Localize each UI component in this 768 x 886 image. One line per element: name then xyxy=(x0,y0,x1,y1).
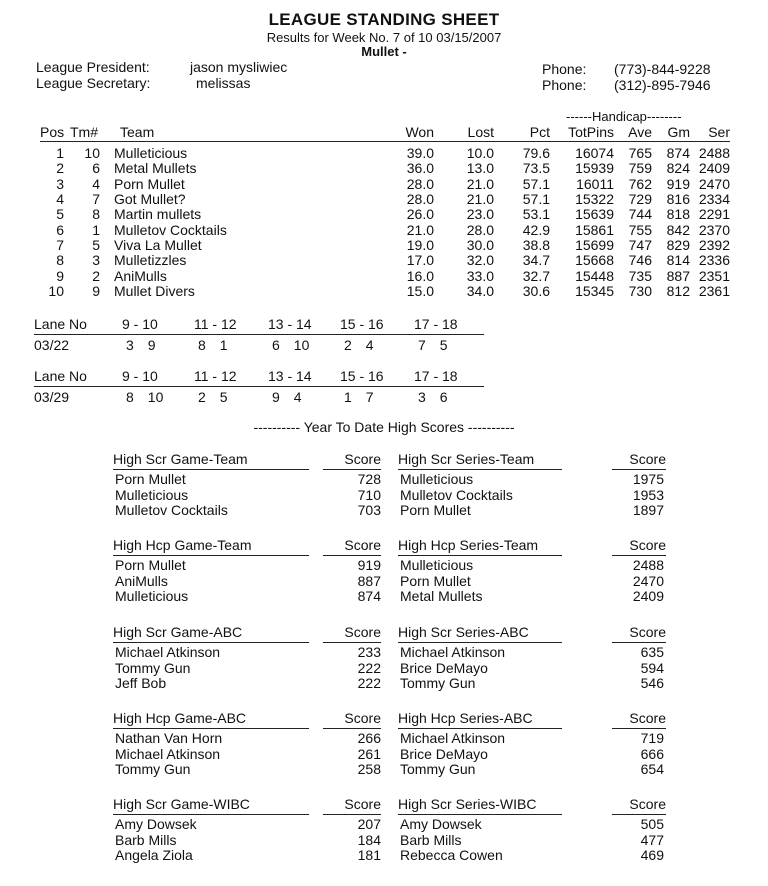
cell-gm: 842 xyxy=(666,221,690,238)
lane-label: Lane No xyxy=(34,314,118,335)
cell-ser: 2488 xyxy=(698,145,730,162)
cell-lost: 30.0 xyxy=(466,236,494,253)
category-title: High Hcp Series-Team xyxy=(398,537,562,556)
cell-tm: 3 xyxy=(92,252,100,269)
bowler-name: Metal Mullets xyxy=(400,588,483,604)
lane-pair: 13 - 14 xyxy=(264,314,336,335)
score-header: Score xyxy=(612,624,666,643)
matchup-team-b: 10 xyxy=(293,337,310,353)
cell-won: 26.0 xyxy=(406,206,434,223)
president-name: jason mysliwiec xyxy=(190,59,288,75)
high-score-right-block xyxy=(398,796,666,866)
cell-ser: 2351 xyxy=(698,267,730,284)
secretary-phone-label: Phone: xyxy=(542,77,587,93)
lane-pair: 15 - 16 xyxy=(336,366,410,387)
cell-team: Mulleticious xyxy=(114,145,188,162)
category-title: High Scr Series-ABC xyxy=(398,624,562,643)
cell-won: 16.0 xyxy=(406,267,434,284)
cell-team: Got Mullet? xyxy=(114,191,186,208)
secretary-phone: (312)-895-7946 xyxy=(614,77,711,93)
standings-row xyxy=(40,253,730,268)
cell-totpins: 15668 xyxy=(575,252,614,269)
cell-lost: 13.0 xyxy=(466,160,494,177)
cell-team: Metal Mullets xyxy=(114,160,197,177)
cell-pct: 38.8 xyxy=(522,236,550,253)
high-score-left-block xyxy=(113,710,383,780)
bowler-name: Amy Dowsek xyxy=(115,816,197,832)
high-score-right-block xyxy=(398,624,666,694)
cell-tm: 2 xyxy=(92,267,100,284)
lane-pair: 9 - 10 xyxy=(118,314,190,335)
lane-matchup xyxy=(410,335,484,356)
cell-gm: 812 xyxy=(666,282,690,299)
cell-pct: 53.1 xyxy=(522,206,550,223)
score-value: 1975 xyxy=(632,471,664,487)
column-header-gm: Gm xyxy=(652,123,690,142)
cell-ave: 729 xyxy=(628,191,652,208)
lane-header-row xyxy=(34,366,484,387)
league-name: Mullet - xyxy=(361,44,407,59)
lane-pair: 15 - 16 xyxy=(336,314,410,335)
cell-tm: 1 xyxy=(92,221,100,238)
column-header-lost: Lost xyxy=(434,123,494,142)
cell-gm: 874 xyxy=(666,145,690,162)
cell-totpins: 15448 xyxy=(575,267,614,284)
bowler-name: Porn Mullet xyxy=(115,471,186,487)
cell-gm: 824 xyxy=(666,160,690,177)
score-header: Score xyxy=(323,796,381,815)
score-value: 874 xyxy=(357,588,381,604)
lane-matchup xyxy=(190,335,264,356)
standings-row xyxy=(40,207,730,222)
lane-pair: 17 - 18 xyxy=(410,314,484,335)
matchup-team-a: 2 xyxy=(344,337,352,353)
score-value: 654 xyxy=(640,761,664,777)
category-title: High Hcp Series-ABC xyxy=(398,710,562,729)
score-value: 2409 xyxy=(632,588,664,604)
lane-pair: 11 - 12 xyxy=(190,366,264,387)
score-value: 258 xyxy=(357,761,381,777)
standings-header-row xyxy=(40,123,730,142)
column-header-team: Team xyxy=(106,123,378,142)
bowler-name: Mulleticious xyxy=(115,588,189,604)
matchup-team-a: 8 xyxy=(126,389,134,405)
category-title: High Scr Series-Team xyxy=(398,451,562,470)
bowler-name: Rebecca Cowen xyxy=(400,847,503,863)
cell-team: Martin mullets xyxy=(114,206,202,223)
matchup-team-b: 7 xyxy=(365,389,374,405)
matchup-team-b: 4 xyxy=(365,337,374,353)
cell-totpins: 15639 xyxy=(575,206,614,223)
cell-gm: 887 xyxy=(666,267,690,284)
president-phone-label: Phone: xyxy=(542,61,587,77)
cell-pct: 79.6 xyxy=(522,145,550,162)
cell-ser: 2291 xyxy=(698,206,730,223)
cell-ave: 730 xyxy=(628,282,652,299)
cell-pct: 32.7 xyxy=(522,267,550,284)
bowler-name: Michael Atkinson xyxy=(400,644,506,660)
score-header: Score xyxy=(323,710,381,729)
category-title: High Scr Series-WIBC xyxy=(398,796,562,815)
handicap-label: ------Handicap-------- xyxy=(566,109,682,124)
cell-lost: 28.0 xyxy=(466,221,494,238)
standings-table xyxy=(40,123,730,299)
score-value: 546 xyxy=(640,675,664,691)
standings-row xyxy=(40,192,730,207)
cell-tm: 5 xyxy=(92,236,100,253)
cell-won: 39.0 xyxy=(406,145,434,162)
bowler-name: Mulleticious xyxy=(400,557,474,573)
bowler-name: Porn Mullet xyxy=(400,502,471,518)
lane-matchup xyxy=(264,335,336,356)
cell-totpins: 15939 xyxy=(575,160,614,177)
bowler-name: AniMulls xyxy=(115,572,168,589)
cell-ave: 759 xyxy=(628,160,652,177)
bowler-name: Tommy Gun xyxy=(115,761,191,777)
cell-pos: 9 xyxy=(56,267,64,284)
bowler-name: Nathan Van Horn xyxy=(115,730,223,746)
column-header-tm: Tm# xyxy=(70,123,106,142)
score-value: 222 xyxy=(357,659,381,676)
cell-won: 28.0 xyxy=(406,191,434,208)
matchup-team-b: 10 xyxy=(147,389,164,405)
standings-row xyxy=(40,222,730,237)
score-value: 666 xyxy=(640,745,664,762)
cell-won: 28.0 xyxy=(406,175,434,192)
cell-totpins: 15322 xyxy=(575,191,614,208)
bowler-name: Michael Atkinson xyxy=(115,644,221,660)
cell-ave: 744 xyxy=(628,206,652,223)
lane-pair: 9 - 10 xyxy=(118,366,190,387)
cell-ave: 762 xyxy=(628,175,652,192)
cell-ser: 2370 xyxy=(698,221,730,238)
cell-lost: 21.0 xyxy=(466,191,494,208)
standings-row xyxy=(40,146,730,161)
cell-lost: 10.0 xyxy=(466,145,494,162)
high-score-right-block xyxy=(398,537,666,607)
cell-totpins: 15699 xyxy=(575,236,614,253)
column-header-pos: Pos xyxy=(40,123,70,142)
lane-table xyxy=(34,366,484,407)
score-value: 728 xyxy=(357,471,381,487)
matchup-team-a: 3 xyxy=(126,337,134,353)
bowler-name: Porn Mullet xyxy=(115,557,186,573)
cell-team: Mullet Divers xyxy=(114,282,195,299)
cell-ave: 746 xyxy=(628,252,652,269)
bowler-name: Michael Atkinson xyxy=(400,730,506,746)
score-value: 919 xyxy=(357,557,381,573)
bowler-name: Brice DeMayo xyxy=(400,745,488,762)
lane-matchup xyxy=(336,387,410,408)
cell-won: 21.0 xyxy=(406,221,434,238)
lane-matchup xyxy=(336,335,410,356)
cell-ser: 2334 xyxy=(698,191,730,208)
cell-pos: 2 xyxy=(56,160,64,177)
cell-tm: 6 xyxy=(92,160,100,177)
bowler-name: Michael Atkinson xyxy=(115,745,221,762)
cell-pos: 5 xyxy=(56,206,64,223)
cell-ser: 2470 xyxy=(698,175,730,192)
score-value: 2488 xyxy=(632,557,664,573)
column-header-totpins: TotPins xyxy=(550,123,614,142)
secretary-label: League Secretary: xyxy=(36,75,151,91)
bowler-name: Mulletov Cocktails xyxy=(115,502,228,518)
category-title: High Scr Game-WIBC xyxy=(113,796,309,815)
score-value: 222 xyxy=(357,675,381,691)
cell-pct: 73.5 xyxy=(522,160,550,177)
secretary-name: melissas xyxy=(196,75,251,91)
cell-ser: 2361 xyxy=(698,282,730,299)
cell-gm: 919 xyxy=(666,175,690,192)
lane-table xyxy=(34,314,484,355)
matchup-team-b: 6 xyxy=(439,389,448,405)
high-score-right-block xyxy=(398,451,666,521)
results-subtitle: Results for Week No. 7 of 10 03/15/2007 xyxy=(266,30,502,45)
score-value: 505 xyxy=(640,816,664,832)
standings-row xyxy=(40,177,730,192)
score-header: Score xyxy=(612,451,666,470)
cell-ave: 735 xyxy=(628,267,652,284)
cell-totpins: 15345 xyxy=(575,282,614,299)
cell-ave: 755 xyxy=(628,221,652,238)
matchup-team-a: 3 xyxy=(418,389,426,405)
column-header-ser: Ser xyxy=(690,123,730,142)
matchup-team-b: 5 xyxy=(439,337,448,353)
matchup-team-b: 1 xyxy=(219,337,228,353)
high-score-left-block xyxy=(113,537,383,607)
cell-gm: 829 xyxy=(666,236,690,253)
cell-pos: 1 xyxy=(56,145,64,162)
bowler-name: Brice DeMayo xyxy=(400,659,488,676)
bowler-name: Porn Mullet xyxy=(400,572,471,589)
cell-pos: 10 xyxy=(48,282,64,299)
cell-lost: 34.0 xyxy=(466,282,494,299)
president-label: League President: xyxy=(36,59,150,75)
cell-pct: 30.6 xyxy=(522,282,550,299)
lane-matchup-row xyxy=(34,335,484,356)
cell-pct: 34.7 xyxy=(522,252,550,269)
cell-pct: 57.1 xyxy=(522,175,550,192)
lane-matchup xyxy=(118,387,190,408)
standings-row xyxy=(40,238,730,253)
lane-matchup xyxy=(410,387,484,408)
matchup-team-a: 2 xyxy=(198,389,206,405)
bowler-name: Mulleticious xyxy=(400,471,474,487)
lane-matchup xyxy=(118,335,190,356)
matchup-team-b: 4 xyxy=(293,389,302,405)
bowler-name: Tommy Gun xyxy=(400,675,476,691)
cell-ave: 747 xyxy=(628,236,652,253)
matchup-team-a: 9 xyxy=(272,389,280,405)
score-value: 261 xyxy=(357,745,381,762)
cell-pos: 6 xyxy=(56,221,64,238)
cell-ave: 765 xyxy=(628,145,652,162)
score-header: Score xyxy=(612,796,666,815)
category-title: High Hcp Game-ABC xyxy=(113,710,309,729)
cell-team: Mulletizzles xyxy=(114,252,187,269)
bowler-name: Tommy Gun xyxy=(400,761,476,777)
cell-totpins: 16074 xyxy=(575,145,614,162)
lane-pair: 11 - 12 xyxy=(190,314,264,335)
bowler-name: Mulleticious xyxy=(115,486,189,503)
cell-gm: 814 xyxy=(666,252,690,269)
cell-totpins: 16011 xyxy=(576,175,614,192)
high-score-left-block xyxy=(113,796,383,866)
cell-ser: 2392 xyxy=(698,236,730,253)
bowler-name: Barb Mills xyxy=(400,831,462,848)
matchup-team-a: 1 xyxy=(344,389,352,405)
standings-row xyxy=(40,161,730,176)
score-value: 710 xyxy=(357,486,381,503)
score-value: 719 xyxy=(640,730,664,746)
cell-tm: 7 xyxy=(92,191,100,208)
lane-label: Lane No xyxy=(34,366,118,387)
score-value: 233 xyxy=(357,644,381,660)
sheet-title: LEAGUE STANDING SHEET xyxy=(268,10,500,29)
matchup-team-b: 5 xyxy=(219,389,228,405)
column-header-pct: Pct xyxy=(494,123,550,142)
lane-date: 03/22 xyxy=(34,337,70,353)
cell-pos: 3 xyxy=(56,175,64,192)
president-phone: (773)-844-9228 xyxy=(614,61,711,77)
bowler-name: Jeff Bob xyxy=(115,675,167,691)
cell-team: AniMulls xyxy=(114,267,167,284)
high-score-right-block xyxy=(398,710,666,780)
score-value: 2470 xyxy=(632,572,664,589)
matchup-team-b: 9 xyxy=(147,337,156,353)
matchup-team-a: 7 xyxy=(418,337,426,353)
cell-totpins: 15861 xyxy=(575,221,614,238)
lane-pair: 13 - 14 xyxy=(264,366,336,387)
category-title: High Scr Game-Team xyxy=(113,451,309,470)
lane-matchup-row xyxy=(34,387,484,408)
score-value: 181 xyxy=(357,847,381,863)
category-title: High Hcp Game-Team xyxy=(113,537,309,556)
score-value: 207 xyxy=(357,816,381,832)
cell-tm: 9 xyxy=(92,282,100,299)
cell-tm: 10 xyxy=(84,145,100,162)
cell-lost: 23.0 xyxy=(466,206,494,223)
cell-won: 15.0 xyxy=(406,282,434,299)
bowler-name: Barb Mills xyxy=(115,831,177,848)
column-header-ave: Ave xyxy=(614,123,652,142)
lane-matchup xyxy=(190,387,264,408)
bowler-name: Amy Dowsek xyxy=(400,816,482,832)
score-value: 469 xyxy=(640,847,664,863)
cell-ser: 2409 xyxy=(698,160,730,177)
cell-gm: 818 xyxy=(666,206,690,223)
lane-matchup xyxy=(264,387,336,408)
high-score-left-block xyxy=(113,451,383,521)
bowler-name: Tommy Gun xyxy=(115,659,191,676)
matchup-team-a: 8 xyxy=(198,337,206,353)
cell-pos: 4 xyxy=(56,191,64,208)
cell-pos: 7 xyxy=(56,236,64,253)
score-header: Score xyxy=(323,451,381,470)
score-value: 266 xyxy=(357,730,381,746)
score-value: 703 xyxy=(357,502,381,518)
score-value: 1897 xyxy=(632,502,664,518)
cell-pct: 57.1 xyxy=(522,191,550,208)
score-value: 887 xyxy=(357,572,381,589)
score-value: 477 xyxy=(640,831,664,848)
cell-gm: 816 xyxy=(666,191,690,208)
cell-tm: 4 xyxy=(92,175,100,192)
lane-date: 03/29 xyxy=(34,389,70,405)
cell-lost: 21.0 xyxy=(466,175,494,192)
lane-pair: 17 - 18 xyxy=(410,366,484,387)
score-header: Score xyxy=(612,710,666,729)
score-value: 1953 xyxy=(632,486,664,503)
matchup-team-a: 6 xyxy=(272,337,280,353)
score-header: Score xyxy=(612,537,666,556)
bowler-name: Mulletov Cocktails xyxy=(400,486,513,503)
cell-team: Mulletov Cocktails xyxy=(114,221,227,238)
score-value: 594 xyxy=(640,659,664,676)
high-score-left-block xyxy=(113,624,383,694)
cell-lost: 32.0 xyxy=(466,252,494,269)
cell-won: 36.0 xyxy=(406,160,434,177)
score-header: Score xyxy=(323,537,381,556)
cell-pct: 42.9 xyxy=(522,221,550,238)
cell-tm: 8 xyxy=(92,206,100,223)
column-header-won: Won xyxy=(378,123,434,142)
standings-row xyxy=(40,268,730,283)
cell-team: Viva La Mullet xyxy=(114,236,202,253)
score-value: 635 xyxy=(640,644,664,660)
cell-won: 19.0 xyxy=(406,236,434,253)
cell-lost: 33.0 xyxy=(466,267,494,284)
cell-team: Porn Mullet xyxy=(114,175,185,192)
standings-row xyxy=(40,284,730,299)
cell-ser: 2336 xyxy=(698,252,730,269)
score-value: 184 xyxy=(357,831,381,848)
cell-won: 17.0 xyxy=(406,252,434,269)
lane-header-row xyxy=(34,314,484,335)
high-scores-title: ---------- Year To Date High Scores ---------- xyxy=(253,419,515,435)
category-title: High Scr Game-ABC xyxy=(113,624,309,643)
score-header: Score xyxy=(323,624,381,643)
cell-pos: 8 xyxy=(56,252,64,269)
bowler-name: Angela Ziola xyxy=(115,847,193,863)
